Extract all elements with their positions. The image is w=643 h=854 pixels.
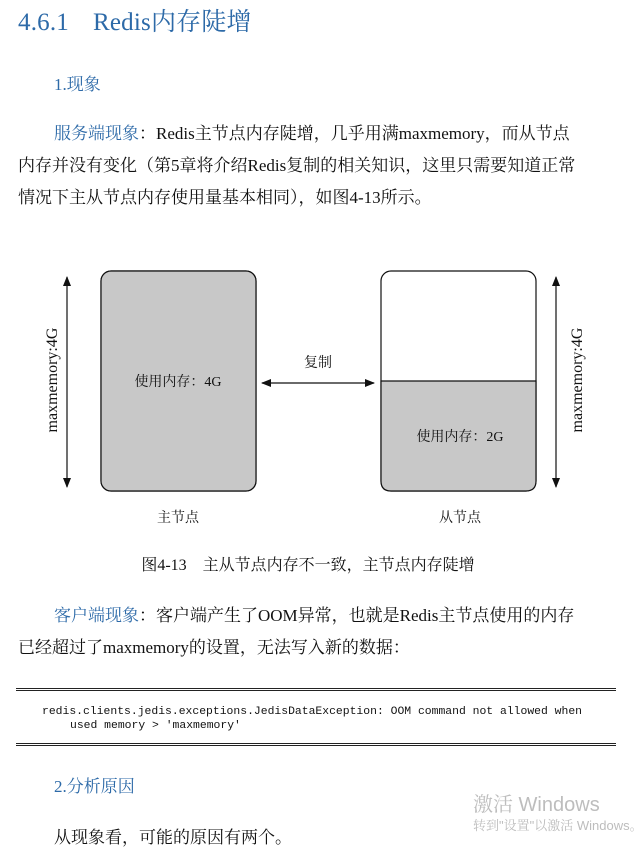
last-paragraph: 从现象看，可能的原因有两个。 — [54, 828, 292, 847]
activation-watermark-hint[interactable]: 转到"设置"以激活 Windows。 — [473, 818, 643, 833]
master-node-label: 主节点 — [157, 511, 199, 526]
subheading-analysis: 2.分析原因 — [54, 777, 135, 796]
slave-node-label: 从节点 — [439, 511, 481, 526]
code-line-2: used memory > 'maxmemory' — [70, 720, 241, 732]
figure-caption: 图4-13 主从节点内存不一致，主节点内存陡增 — [141, 557, 475, 574]
replication-label: 复制 — [304, 356, 332, 371]
section-heading — [18, 2, 252, 38]
client-paragraph — [18, 600, 608, 664]
slave-usage-label: 使用内存：2G — [416, 430, 504, 445]
client-line-1: ：客户端产生了OOM异常，也就是Redis主节点使用的内存 — [139, 606, 575, 625]
server-lead: 服务端现象 — [54, 124, 139, 143]
master-axis-label: maxmemory:4G — [44, 327, 61, 433]
subheading-phenomenon: 1.现象 — [54, 75, 101, 94]
activation-watermark-title: 激活 Windows — [473, 794, 600, 816]
client-line-2: 已经超过了maxmemory的设置，无法写入新的数据： — [18, 638, 410, 657]
memory-figure — [0, 255, 616, 535]
slave-axis-label: maxmemory:4G — [569, 327, 586, 433]
code-block — [16, 688, 616, 746]
server-line-1: ：Redis主节点内存陡增，几乎用满maxmemory，而从节点 — [139, 124, 570, 143]
server-paragraph — [18, 118, 608, 214]
code-line-1: redis.clients.jedis.exceptions.JedisDataException: OOM command not allowed when — [42, 706, 583, 718]
client-lead: 客户端现象 — [54, 606, 139, 625]
section-title: Redis内存陡增 — [93, 9, 252, 36]
master-usage-label: 使用内存：4G — [134, 375, 222, 390]
server-line-3: 情况下主从节点内存使用量基本相同），如图4-13所示。 — [18, 188, 432, 207]
server-line-2: 内存并没有变化（第5章将介绍Redis复制的相关知识，这里只需要知道正常 — [18, 156, 576, 175]
section-number: 4.6.1 — [18, 9, 69, 36]
